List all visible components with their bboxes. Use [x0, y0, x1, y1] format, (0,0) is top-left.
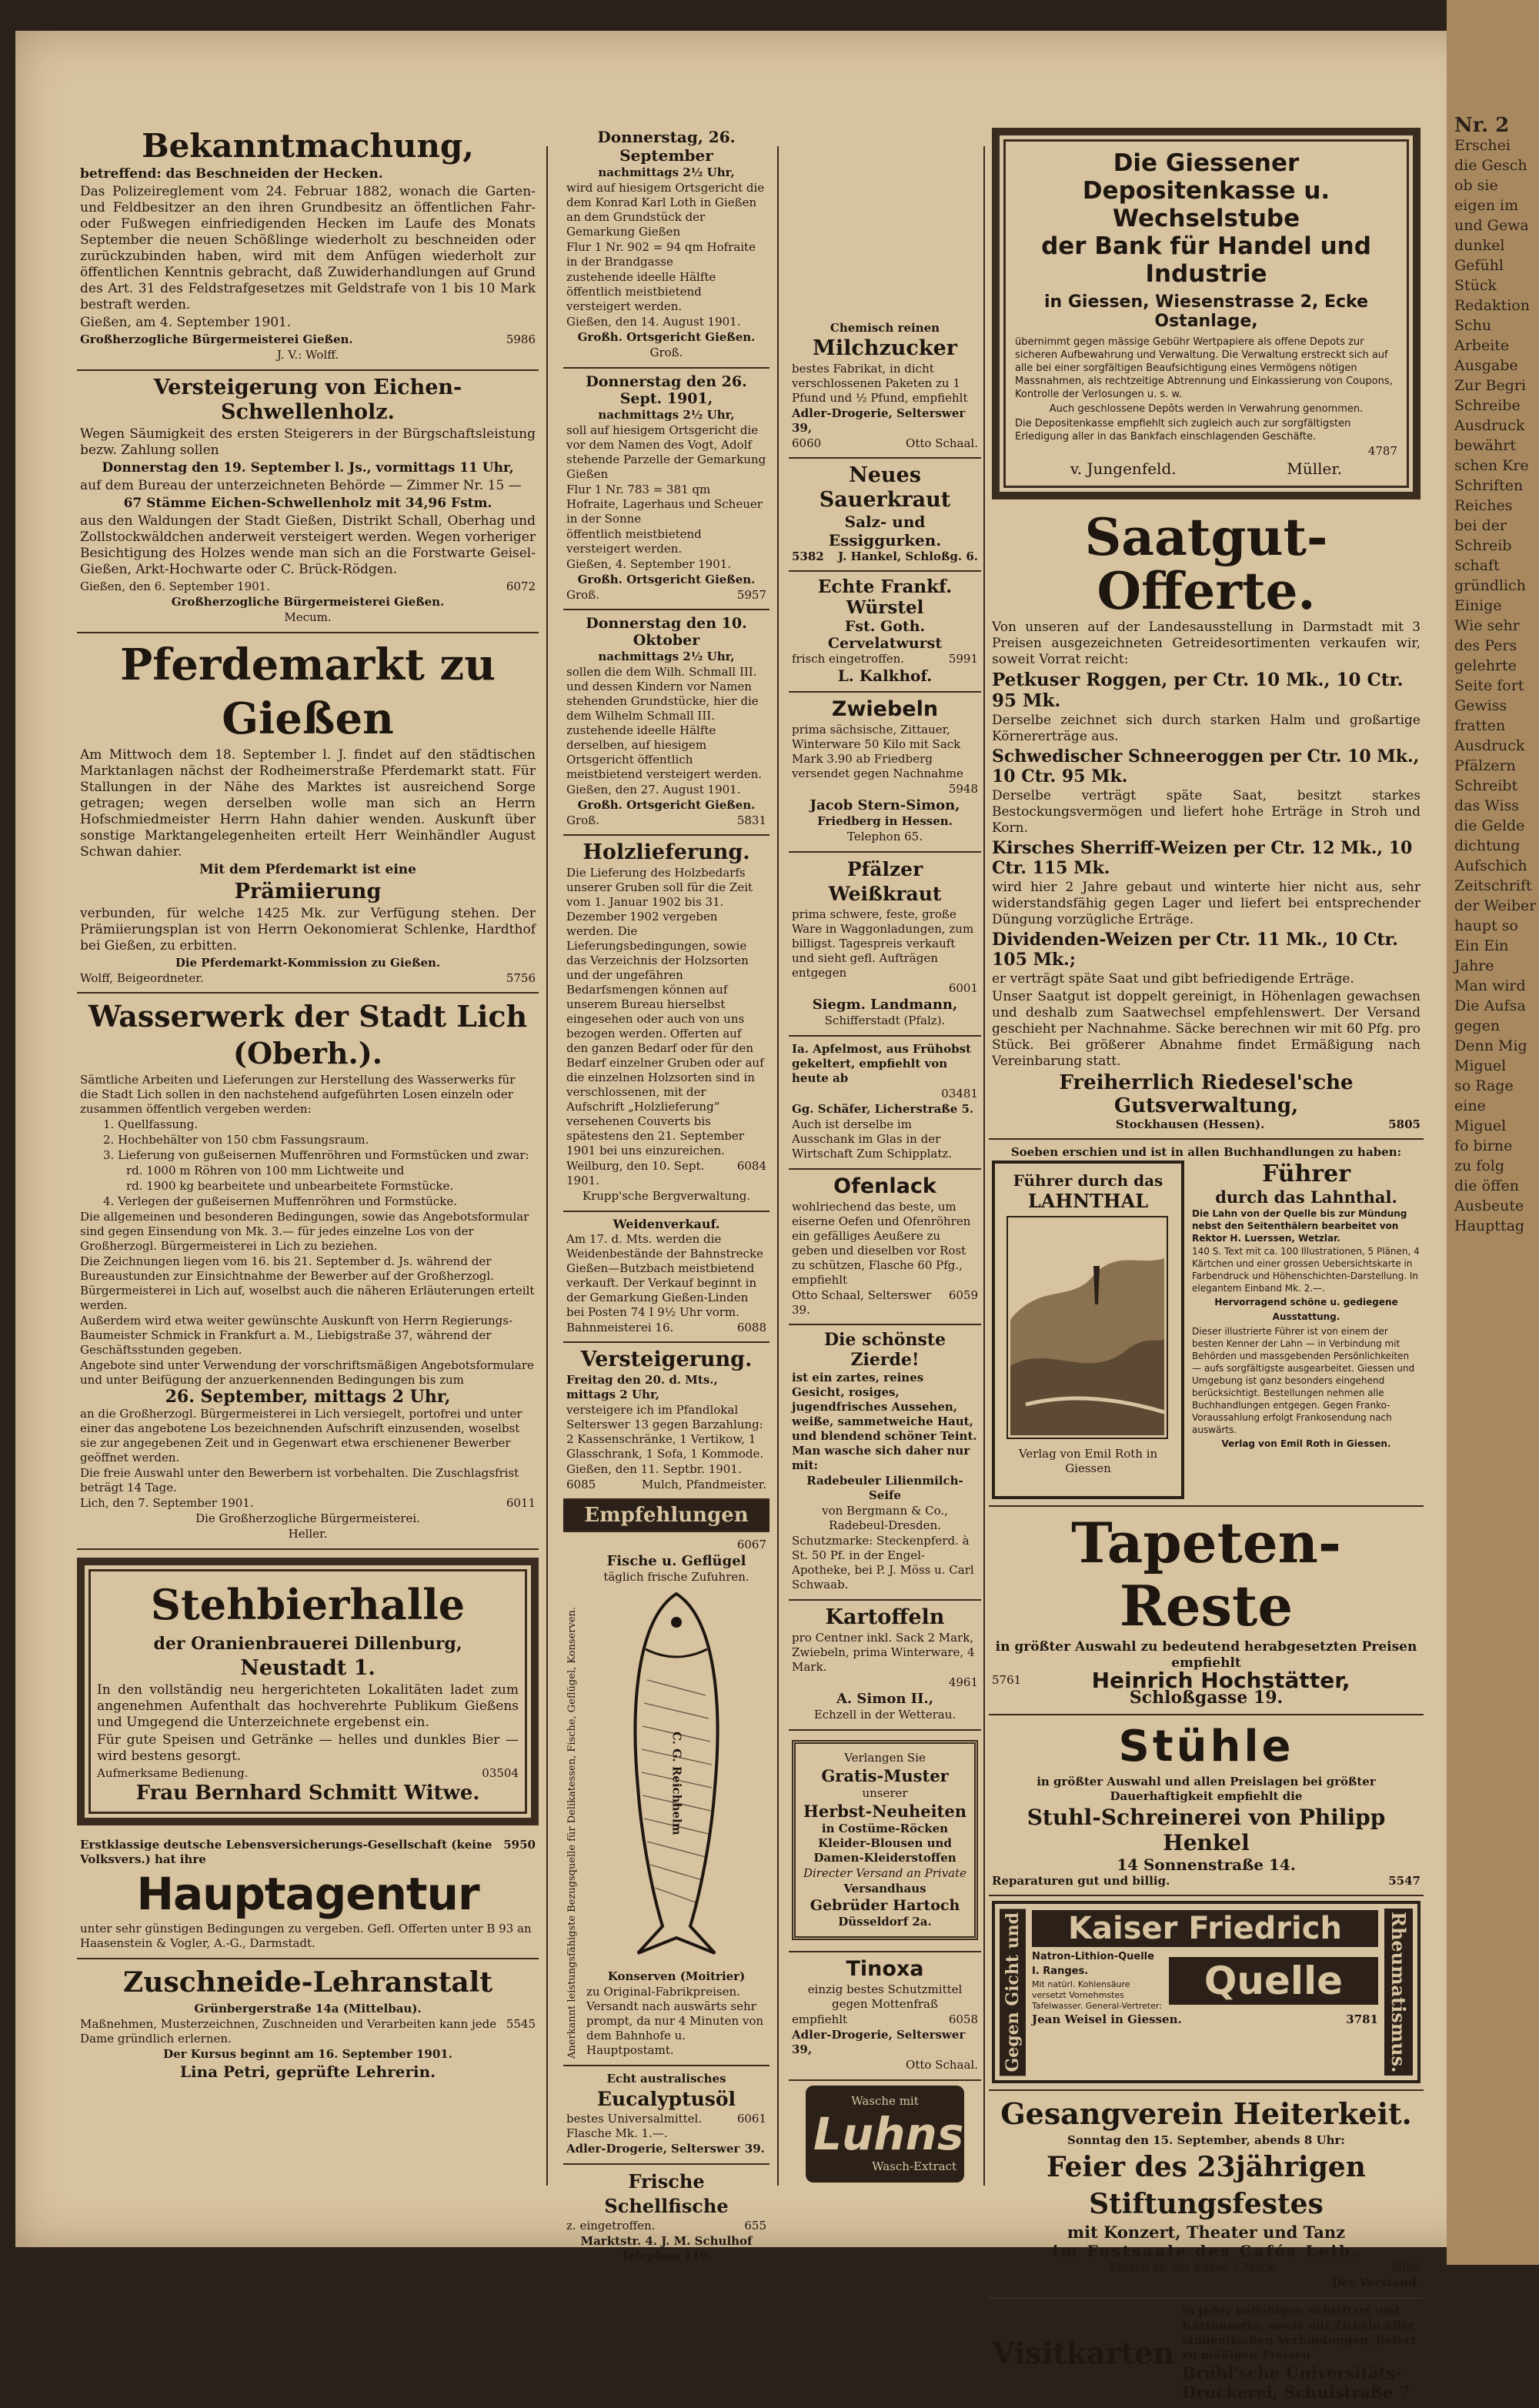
adjacent-page-line: Erschei — [1454, 137, 1511, 154]
adjacent-page-line: Schreibe — [1454, 397, 1521, 414]
adjacent-page-line: gegen — [1454, 1017, 1501, 1034]
ad-schwellenholz: Versteigerung von Eichen-Schwellenholz. Wegen Säumigkeit des ersten Steigerers in der Bürgschaftsleistung bezw. Zahlung sollen Donnerstag den 19. September l. Js., vormittags 11 Uhr, auf dem Bureau der unterzeichneten Behörde — Zimmer Nr. 15 — 67 Stämme Eichen-Schwellenholz mit 34,96 Fstm. aus den Waldungen der Stadt Gießen, Distrikt Schall, Oberhag und Zollstockwäldchen anderweit versteigert werden. Wegen vorheriger Besichtigung des Holzes wende man sich an die Forstwarte Geisel-Gießen, Arkt-Hochwarte oder C. Brück-Rödgen. Gießen, den 6. September 1901. 6072 Großherzogliche Bürgermeisterei Gießen. Mecum. — [77, 371, 539, 633]
ad-milchzucker: Chemisch reinen Milchzucker bestes Fabrikat, in dicht verschlossenen Paketen zu 1 Pfund und ½ Pfund, empfiehlt Adler-Drogerie, Selterswег 39, 6060 Otto Schaal. — [789, 316, 981, 459]
newspaper-page — [15, 31, 1493, 2403]
adjacent-page-line: Zur Begri — [1454, 377, 1527, 394]
ad-wuerstel: Echte Frankf. Würstel Fst. Goth. Cervelatwurst frisch eingetroffen. 5991 L. Kalkhof. — [789, 572, 981, 693]
column-3 — [789, 316, 981, 2189]
column-1 — [77, 123, 539, 2087]
ad-reichhelm: Anerkannt leistungsfähigste Bezugsquelle für Delikatessen, Fische, Geflügel, Konserven. 6067 Fische u. Geflügel täglich frische Zufuhren. C. G. Reichhelm Konserven (Moitrier) zu Original-Fabrikpreisen. Versandt nach auswärts sehr prompt, da nur 4 Minuten von dem Bahnhofe u. Hauptpostamt. — [563, 1532, 770, 2066]
adjacent-page-line: Die Aufsa — [1454, 997, 1526, 1014]
column-rule — [546, 146, 548, 2186]
ad-title: Versteigerung von Eichen-Schwellenholz. — [153, 376, 462, 424]
adjacent-page-line: Zeitschrift — [1454, 877, 1532, 894]
ad-title: Bekanntmachung, — [142, 127, 474, 165]
adjacent-page-line: gründlich — [1454, 577, 1526, 594]
adjacent-page-line: des Pers — [1454, 637, 1517, 654]
adjacent-page-line: ob sie — [1454, 177, 1498, 194]
ad-tinoxa: Tinoxa einzig bestes Schutzmittel gegen Mottenfraß empfiehlt 6058 Adler-Drogerie, Selterswег 39, Otto Schaal. — [789, 1952, 981, 2081]
adjacent-page-line: Schreib — [1454, 537, 1512, 554]
adjacent-page-line: Pfälzern — [1454, 757, 1516, 774]
adjacent-page-line: zu folg — [1454, 1157, 1504, 1174]
adjacent-page-line: das Wiss — [1454, 797, 1520, 814]
adjacent-page-line: Ausdruck — [1454, 737, 1525, 754]
section-empfehlungen: Empfehlungen — [563, 1500, 770, 1532]
adjacent-page-line: Schriften — [1454, 477, 1524, 494]
adjacent-page-line: Ausbeute — [1454, 1197, 1524, 1214]
adjacent-page-line: die Gesch — [1454, 157, 1527, 174]
adjacent-page-line: bewährt — [1454, 437, 1516, 454]
ad-gesangverein: Gesangverein Heiterkeit. Sonntag den 15. September, abends 8 Uhr: Feier des 23jährigen Stiftungsfestes mit Konzert, Theater und Tanz im Festsaale des Cafés Leib. Karten an der Kasse 1 Mark 5984 Der Vorstand. — [989, 2091, 1424, 2299]
ad-title: Wasserwerk der Stadt Lich (Oberh.). — [88, 999, 528, 1070]
adjacent-page-line: Denn Mig — [1454, 1037, 1527, 1054]
adjacent-page-line: schaft — [1454, 557, 1500, 574]
adjacent-page-line: schen Kre — [1454, 457, 1529, 474]
adjacent-page-line: Stück — [1454, 277, 1497, 294]
adjacent-page-line: Jahre — [1454, 957, 1494, 974]
ad-title: Pferdemarkt zu Gießen — [120, 640, 496, 744]
adjacent-page-line: fo birne — [1454, 1137, 1513, 1154]
ad-hauptagentur: Erstklassige deutsche Lebensversicherungs-Gesellschaft (keine Volksvers.) hat ihre 5950 Hauptagentur unter sehr günstigen Bedingungen zu vergeben. Gefl. Offerten unter B 93 an Haasenstein & Vogler, A.-G., Darmstadt. — [77, 1833, 539, 1959]
adjacent-page-line: Schu — [1454, 317, 1492, 334]
landscape-illustration-icon — [1003, 1212, 1172, 1443]
adjacent-page-text — [1447, 0, 1539, 1236]
ad-zuschneide: Zuschneide-Lehranstalt Grünbergerstraße 14a (Mittelbau). Maßnehmen, Musterzeichnen, Zuschneiden und Verarbeiten kann jede Dame gründlich erlernen. 5545 Der Kursus beginnt am 16. September 1901. Lina Petri, geprüfte Lehrerin. — [77, 1959, 539, 2087]
adjacent-page-line: Einige — [1454, 597, 1502, 614]
ad-hecken: Bekanntmachung, betreffend: das Beschneiden der Hecken. Das Polizeireglement vom 24. Februar 1882, wonach die Garten- und Feldbesitzer an den ihren Grundbesitz an öffentlichen Fahr- oder Fußwegen einfriedigenden Hecken im Laufe des Monats September die neuen Schößlinge wiederholt zu beschneiden oder zurückzubinden haben, wird mit dem Anfügen wiederholt zur öffentlichen Kenntnis gebracht, daß Zuwiderhandlungen auf Grund des Art. 31 des Feldstrafgesetzes mit Geldstrafe von 1 bis 10 Mark bestraft werden. Gießen, am 4. September 1901. Großherzogliche Bürgermeisterei Gießen. 5986 J. V.: Wolff. — [77, 123, 539, 371]
adjacent-page-line: Reiches — [1454, 497, 1513, 514]
adjacent-page-line: Schreibt — [1454, 777, 1518, 794]
ad-luhns: Wasche mit Luhns Wasch-Extract — [789, 2081, 981, 2189]
ad-title: Stühle — [1118, 1722, 1294, 1772]
ad-title: Stehbierhalle — [150, 1580, 466, 1629]
adjacent-page-line: Haupttag — [1454, 1217, 1525, 1234]
adjacent-page-line: Aufschich — [1454, 857, 1527, 874]
adjacent-page-line: gelehrte — [1454, 657, 1517, 674]
adjacent-page-line: so Rage — [1454, 1077, 1514, 1094]
column-rule — [777, 146, 779, 2186]
ad-saatgut: Saatgut-Offerte. Von unseren auf der Landesausstellung in Darmstadt mit 3 Preisen ausgezeichneten Getreidesortimenten verkaufen wir, soweit Vorrat reicht: Petkuser Roggen, per Ctr. 10 Mk., 10 Ctr. 95 Mk. Derselbe zeichnet sich durch starken Halm und großartige Körnererträge aus. Schwedischer Schneeroggen per Ctr. 10 Mk., 10 Ctr. 95 Mk. Derselbe verträgt späte Saat, besitzt starkes Bestockungsvermögen und liefert hohe Erträge in Stroh und Korn. Kirsches Sherriff-Weizen per Ctr. 12 Mk., 10 Ctr. 115 Mk. wird hier 2 Jahre gebaut und winterte hier nicht aus, sehr widerstandsfähig gegen Lager und liefert bei entsprechender Düngung vorzügliche Erträge. Dividenden-Weizen per Ctr. 11 Mk., 10 Ctr. 105 Mk.; er verträgt späte Saat und gibt befriedigende Erträge. Unser Saatgut ist doppelt gereinigt, in Höhenlagen gewachsen und deshalb zum Saatwechsel empfehlenswert. Der Versand geschieht per Nachnahme. Säcke berechnen wir mit 60 Pfg. pro Stück. Bei größerer Abnahme findet Ermäßigung nach Vereinbarung statt. Freiherrlich Riedesel'sche Gutsverwaltung, Stockhausen (Hessen). 5805 — [989, 506, 1424, 1140]
ad-title: Tapeten-Reste — [1071, 1510, 1341, 1638]
adjacent-page-line: Wie sehr — [1454, 617, 1520, 634]
column-rule — [983, 146, 985, 2186]
column-4 — [989, 123, 1424, 2408]
ad-stuehle: Stühle in größter Auswahl und allen Preislagen bei größter Dauerhaftigkeit empfiehlt die Stuhl-Schreinerei von Philipp Henkel 14 Sonnenstraße 14. Reparaturen gut und billig. 5547 — [989, 1715, 1424, 1896]
adjacent-page-line: und Gewa — [1454, 217, 1529, 234]
ad-eucalyptus: Echt australisches Eucalyptusöl bestes Universalmittel. Flasche Mk. 1.—. 6061 Adler-Drogerie, Selterswег 39. — [563, 2066, 770, 2165]
ad-weisskraut: Pfälzer Weißkraut prima schwere, feste, große Ware in Waggonladungen, zum billigst. Tagespreis verkauft und sieht gefl. Aufträgen entgegen 6001 Siegm. Landmann, Schifferstadt (Pfalz). — [789, 853, 981, 1037]
ad-depositenkasse: Die Giessener Depositenkasse u. Wechselstube der Bank für Handel und Industrie in Giessen, Wiesenstrasse 2, Ecke Ostanlage, übernimmt gegen mässige Gebühr Wertpapiere als offene Depots zur sicheren Aufbewahrung und Verwaltung. Die Verwaltung erstreckt sich auf alle bei einer sorgfältigen Beaufsichtigung eines Vermögens nötigen Massnahmen, als rechtzeitige Abtrennung und Einkassierung von Coupons, Kontrolle der Verlosungen u. s. w. Auch geschlossene Depôts werden in Verwahrung genommen. Die Depositenkasse empfiehlt sich zugleich auch zur sorgfältigsten Erledigung aller in das Bankfach einschlagenden Geschäfte. 4787 v. Jungenfeld. Müller. — [989, 123, 1424, 506]
ad-kartoffeln: Kartoffeln pro Centner inkl. Sack 2 Mark, Zwiebeln, prima Winterware, 4 Mark. 4961 A. Simon II., Echzell in der Wetterau. — [789, 1601, 981, 1731]
ad-wasserwerk: Wasserwerk der Stadt Lich (Oberh.). Sämtliche Arbeiten und Lieferungen zur Herstellung des Wasserwerks für die Stadt Lich sollen in den nachstehend aufgeführten Losen einzeln oder zusammen öffentlich vergeben werden: 1. Quellfassung. 2. Hochbehälter von 150 cbm Fassungsraum. 3. Lieferung von gußeisernen Muffenröhren und Formstücken und zwar: rd. 1000 m Röhren von 100 mm Lichtweite und rd. 1900 kg bearbeitete und unbearbeitete Formstücke. 4. Verlegen der gußeisernen Muffenröhren und Formstücke. Die allgemeinen und besonderen Bedingungen, sowie das Angebotsformular sind gegen Einsendung von Mk. 3.— für jedes einzelne Los von der Großherzogl. Bürgermeisterei in Lich zu beziehen. Die Zeichnungen liegen vom 16. bis 21. September d. Js. während der Bureaustunden zur Einsichtnahme der Bewerber auf der Großherzogl. Bürgermeisterei in Lich auf, woselbst auch die näheren Erläuterungen erteilt werden. Außerdem wird etwa weiter gewünschte Auskunft von Herrn Regierungs-Baumeister Schmick in Frankfurt a. M., Liebigstraße 37, während der Geschäftsstunden gegeben. Angebote sind unter Verwendung der vorschriftsmäßigen Angebotsformulare und unter Beifügung der anzuerkennenden Bedingungen bis zum 26. September, mittags 2 Uhr, an die Großherzogl. Bürgermeisterei in Lich versiegelt, portofrei und unter einer das angebotene Los bezeichnenden Aufschrift einzusenden, woselbst sie zur angegebenen Zeit und in Gegenwart etwa erschienener Bewerber geöffnet werden. Die freie Auswahl unter den Bewerbern ist vorbehalten. Die Zuschlagsfrist beträgt 14 Tage. Lich, den 7. September 1901. 6011 Die Großherzogliche Bürgermeisterei. Heller. — [77, 994, 539, 1550]
adjacent-page-line: Gefühl — [1454, 257, 1504, 274]
adjacent-page-line: die Gelde — [1454, 817, 1525, 834]
adjacent-page-line: fratten — [1454, 717, 1506, 734]
ad-weidenverkauf: Weidenverkauf. Am 17. d. Mts. werden die Weidenbestände der Bahnstrecke Gießen—Butzbach meistbietend verkauft. Der Verkauf beginnt in der Gemarkung Gießen-Linden bei Posten 74 I 9½ Uhr vorm. Bahnmeisterei 16. 6088 — [563, 1212, 770, 1343]
adjacent-page-line: Arbeite — [1454, 337, 1510, 354]
ad-stehbierhalle: Stehbierhalle der Oranienbrauerei Dillenburg, Neustadt 1. In den vollständig neu hergerichteten Lokalitäten ladet zum angenehmen Aufenthalt das hochverehrte Publikum Gießens und Umgegend die Unterzeichnete ergebenst ein. Für gute Speisen und Getränke — helles und dunkles Bier — wird bestens gesorgt. Aufmerksame Bedienung. 03504 Frau Bernhard Schmitt Witwe. — [77, 1558, 539, 1825]
adjacent-page-line: Seite fort — [1454, 677, 1524, 694]
ad-holzlieferung: Holzlieferung. Die Lieferung des Holzbedarfs unserer Gruben soll für die Zeit vom 1. Januar 1902 bis 31. Dezember 1902 vergeben werden. Die Lieferungsbedingungen, sowie das Verzeichnis der Holzsorten und der ungefähren Bedarfsmengen können auf unserem Bureau hierselbst eingesehen oder auch von uns bezogen werden. Offerten auf den ganzen Bedarf oder für den Bedarf einzelner Gruben oder auf die einzelnen Holzsorten sind in verschlossenen, mit der Aufschrift „Holzlieferung“ versehenen Couverts bis spätestens den 21. September 1901 bei uns einzureichen. Weilburg, den 10. Sept. 1901. 6084 Krupp'sche Bergverwaltung. — [563, 836, 770, 1212]
luhns-logo: Luhns — [813, 2108, 964, 2160]
adjacent-page-line: dichtung — [1454, 837, 1521, 854]
adjacent-page-edge — [1447, 0, 1539, 2265]
book-cover: Führer durch das LAHNTHAL Verlag von Emil Roth in Giessen — [992, 1161, 1184, 1499]
adjacent-page-line: Miguel — [1454, 1117, 1507, 1134]
ad-ofenlack: Ofenlack wohlriechend das beste, um eiserne Oefen und Ofenröhren ein gefälliges Aeußere zu geben und dieselben vor Rost zu schützen, Flasche 60 Pfg., empfiehlt Otto Schaal, Selterswег 39. 6059 — [789, 1170, 981, 1325]
adjacent-page-line: Nr. 2 — [1454, 114, 1510, 137]
adjacent-page-line: dunkel — [1454, 237, 1505, 254]
adjacent-page-line: Gewiss — [1454, 697, 1507, 714]
ad-schellfische: Frische Schellfische z. eingetroffen. 655 Marktstr. 4. J. M. Schulhof Telephon 119. — [566, 2170, 766, 2263]
adjacent-page-line: eigen im — [1454, 197, 1519, 214]
ad-sauerkraut: Neues Sauerkraut Salz- und Essiggurken. 5382 J. Hankel, Schloßg. 6. — [789, 459, 981, 572]
ad-zwiebeln: Zwiebeln prima sächsische, Zittauer, Winterware 50 Kilo mit Sack Mark 3.90 ab Friedberg versendet gegen Nachnahme 5948 Jacob Stern-Simon, Friedberg in Hessen. Telephon 65. — [789, 693, 981, 853]
adjacent-page-line: Ausgabe — [1454, 357, 1518, 374]
adjacent-page-line: haupt so — [1454, 917, 1518, 934]
adjacent-page-line: Miguel — [1454, 1057, 1507, 1074]
ad-apfelmost: Ia. Apfelmost, aus Frühobst gekeltert, empfiehlt von heute ab 03481 Gg. Schäfer, Licherstraße 5. Auch ist derselbe im Ausschank im Glas in der Wirtschaft Zum Schipplatz. — [789, 1037, 981, 1170]
ad-versteigerung-mulch: Versteigerung. Freitag den 20. d. Mts., mittags 2 Uhr, versteigere ich im Pfandlokal Selterswег 13 gegen Barzahlung: 2 Kassenschränke, 1 Vertikow, 1 Glasschrank, 1 Sofa, 1 Kommode. Gießen, den 11. Septbr. 1901. 6085 Mulch, Pfandmeister. — [563, 1343, 770, 1500]
adjacent-page-line: eine — [1454, 1097, 1486, 1114]
ad-versteigerung-schmall: Donnerstag den 10. Oktober nachmittags 2½ Uhr, sollen die dem Wilh. Schmall III. und dessen Kindern vor Namen stehenden Grundstücke, hier die dem Wilhelm Schmall III. zustehende ideelle Hälfte derselben, auf hiesigem Ortsgericht öffentlich meistbietend versteigert werden. Gießen, den 27. August 1901. Großh. Ortsgericht Gießen. Groß. 5831 — [563, 610, 770, 836]
ad-title: Zuschneide-Lehranstalt — [123, 1966, 492, 1999]
ad-versteigerung-loth: Donnerstag, 26. September nachmittags 2½ Uhr, wird auf hiesigem Ortsgericht die dem Konrad Karl Loth in Gießen an dem Grundstück der Gemarkung Gießen Flur 1 Nr. 902 = 94 qm Hofraite in der Brandgasse zustehende ideelle Hälfte öffentlich meistbietend versteigert werden. Gießen, den 14. August 1901. Großh. Ortsgericht Gießen. Groß. — [563, 123, 770, 369]
ad-kaiser-friedrich-quelle: Gegen Gicht und Kaiser Friedrich Natron-Lithion-Quelle I. Ranges. Mit natürl. Kohlensäure versetzt Vornehmstes Tafelwasser. General-Vertreter: Quelle Jean Weisel in Giessen. 3781 Rheumatismus. — [989, 1896, 1424, 2091]
ad-versteigerung-vogt: Donnerstag den 26. Sept. 1901, nachmittags 2½ Uhr, soll auf hiesigem Ortsgericht die vor dem Namen des Vogt, Adolf stehende Parzelle der Gemarkung Gießen Flur 1 Nr. 783 = 381 qm Hofraite, Lagerhaus und Scheuer in der Sonne öffentlich meistbietend versteigert werden. Gießen, 4. September 1901. Großh. Ortsgericht Gießen. Groß. 5957 — [563, 369, 770, 610]
column-2 — [563, 123, 770, 2270]
adjacent-page-line: Redaktion — [1454, 297, 1530, 314]
ad-title: Hauptagentur — [136, 1868, 479, 1920]
ad-visitkarten: Visitkarten in jeder beliebigen Schriftart und Kartonsorte, sowie mit Zirkeln aller studentischen Verbindungen, liefert zu mäßigen Preisen Brühl'sche Universitäts-Druckerei, Schulstraße 7 — [992, 2304, 1417, 2403]
ad-fuehrer-lahnthal: Soeben erschien und ist in allen Buchhandlungen zu haben: Führer durch das LAHNTHAL Verlag von Emil Roth in Giessen Führer durch das Lahnthal. Die Lahn von der Quelle bis zur Mündung nebst den Seitenthälern bearbeitet von Rektor H. Luerssen, Wetzlar. 140 S. Text mit ca. 100 Illustrationen, 5 Plänen, 4 Kärtchen und einer grossen Uebersichtskarte in Farbendruck und Höhenschichten-Darstellung. In elegantem Einband Mk. 2.—. Hervorragend schöne u. gediegene Ausstattung. Dieser illustrierte Führer ist von einem der besten Kenner der Lahn — in Verbindung mit Behörden und massgebenden Persönlichkeiten — aufs sorgfältigste ausgearbeitet. Giessen und Umgebung ist ganz besonders eingehend berücksichtigt. Bestellungen nehmen alle Buchhandlungen entgegen. Gegen Franko-Voraussahlung erfolgt Frankosendung nach auswärts. Verlag von Emil Roth in Giessen. — [989, 1140, 1424, 1507]
ad-hartoch: Verlangen Sie Gratis-Muster unserer Herbst-Neuheiten in Costüme-Röcken Kleider-Blousen und Damen-Kleiderstoffen Directer Versand an Private Versandhaus Gebrüder Hartoch Düsseldorf 2a. — [789, 1731, 981, 1952]
ad-pferdemarkt: Pferdemarkt zu Gießen Am Mittwoch dem 18. September l. J. findet auf den städtischen Marktanlagen nächst der Rodheimerstraße Pferdemarkt statt. Für Stallungen in der Nähe des Marktes ist ausreichend Sorge getragen; wegen derselben wolle man sich an Herrn Hofschmiedmeister Herrn Hahn dahier wenden. Auskunft über sonstige Marktangelegenheiten erteilt Herr Weinhändler August Schwan dahier. Mit dem Pferdemarkt ist eine Prämiierung verbunden, für welche 1425 Mk. zur Verfügung stehen. Der Prämiierungsplan ist von Herrn Oekonomierat Schlenke, Hardthof bei Gießen, zu erbitten. Die Pferdemarkt-Kommission zu Gießen. Wolff, Beigeordneter. 5756 — [77, 633, 539, 994]
adjacent-page-line: der Weiber — [1454, 897, 1537, 914]
ad-tapeten: Tapeten-Reste in größter Auswahl zu bedeutend herabgesetzten Preisen empfiehlt 5761 Heinrich Hochstätter, Schloßgasse 19. — [989, 1507, 1424, 1715]
ad-title: Saatgut-Offerte. — [1084, 507, 1328, 621]
adjacent-page-line: die öffen — [1454, 1177, 1519, 1194]
ad-lilienmilch: Die schönste Zierde! ist ein zartes, reines Gesicht, rosiges, jugendfrisches Aussehen, weiße, sammetweiche Haut, und blendend schöner Teint. Man wasche sich daher nur mit: Radebeuler Lilienmilch-Seife von Bergmann & Co., Radebeul-Dresden. Schutzmarke: Steckenpferd. à St. 50 Pf. in der Engel-Apotheke, bei P. J. Möss u. Carl Schwaab. — [789, 1325, 981, 1601]
adjacent-page-line: Man wird — [1454, 977, 1526, 994]
adjacent-page-line: Ein Ein — [1454, 937, 1509, 954]
adjacent-page-line: Ausdruck — [1454, 417, 1525, 434]
adjacent-page-line: bei der — [1454, 517, 1507, 534]
